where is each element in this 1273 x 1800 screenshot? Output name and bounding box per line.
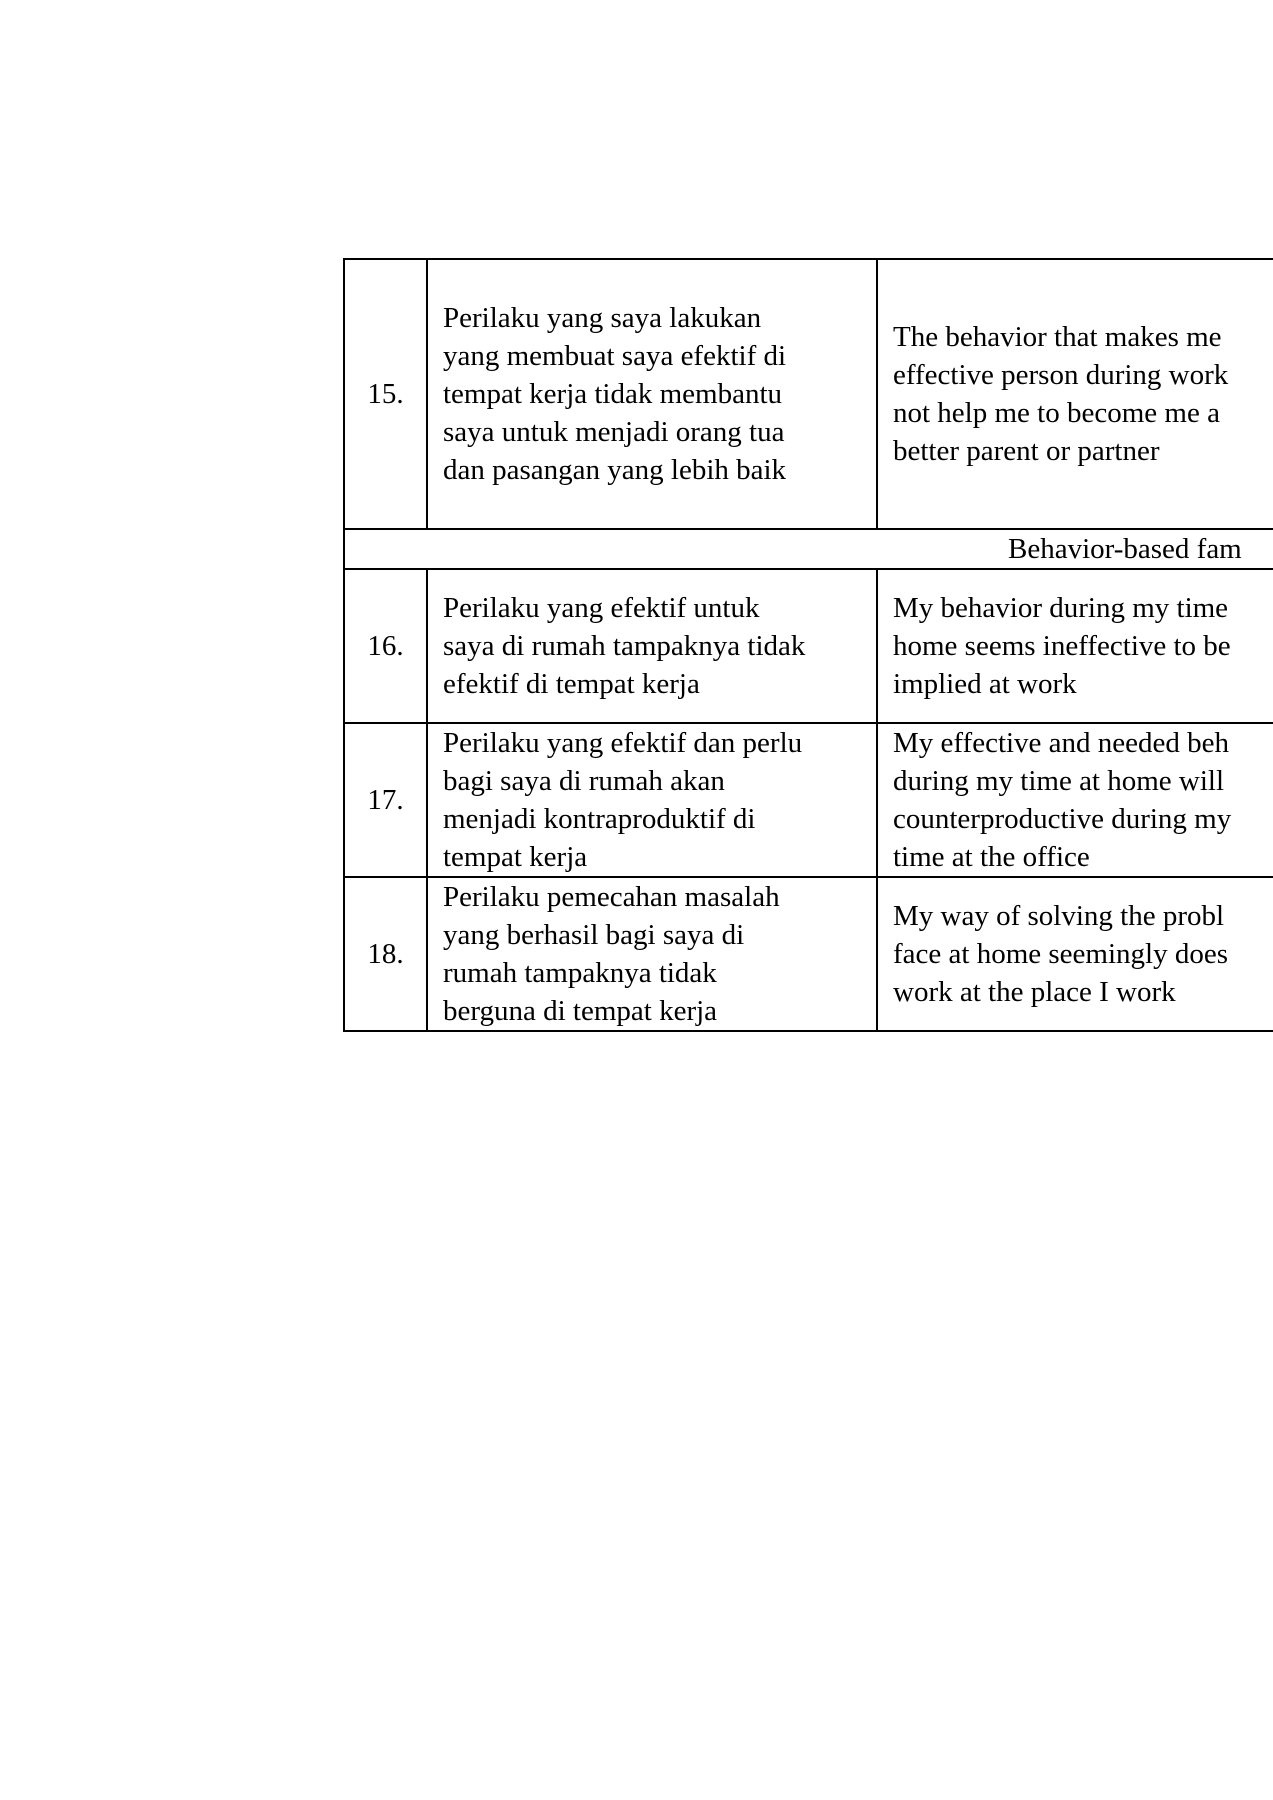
questionnaire-table-container [343,258,1273,1032]
english-statement [877,569,1273,723]
statement-line: tempat kerja [443,841,588,873]
item-number: 16. [344,569,427,723]
statement-line: Perilaku yang saya lakukan [443,302,762,334]
statement-line: counterproductive during my [893,803,1232,835]
statement-line: saya di rumah tampaknya tidak [443,630,806,662]
indonesian-statement [427,723,877,877]
indonesian-statement [427,259,877,529]
section-header: Behavior-based fam [344,529,1273,569]
english-statement [877,259,1273,529]
statement-line: implied at work [893,668,1077,700]
statement-line: tempat kerja tidak membantu [443,378,783,410]
statement-line: Perilaku yang efektif dan perlu [443,727,803,759]
statement-line: home seems ineffective to be [893,630,1231,662]
statement-line: My behavior during my time [893,592,1229,624]
indonesian-statement [427,877,877,1031]
item-number: 17. [344,723,427,877]
statement-line: yang berhasil bagi saya di [443,919,745,951]
questionnaire-table [343,258,1273,1032]
statement-line: efektif di tempat kerja [443,668,700,700]
english-statement [877,723,1273,877]
statement-line: bagi saya di rumah akan [443,765,725,797]
statement-line: My way of solving the probl [893,900,1225,932]
statement-line: saya untuk menjadi orang tua [443,416,785,448]
statement-line: My effective and needed beh [893,727,1230,759]
statement-line: dan pasangan yang lebih baik [443,454,787,486]
item-number: 15. [344,259,427,529]
statement-line: yang membuat saya efektif di [443,340,787,372]
statement-line: not help me to become me a [893,397,1220,429]
statement-line: face at home seemingly does [893,938,1228,970]
section-header-row [344,529,1273,569]
english-statement [877,877,1273,1031]
statement-line: during my time at home will [893,765,1225,797]
statement-line: The behavior that makes me [893,321,1222,353]
statement-line: work at the place I work [893,976,1176,1008]
statement-line: time at the office [893,841,1090,873]
statement-line: better parent or partner [893,435,1160,467]
table-row [344,569,1273,723]
table-row [344,723,1273,877]
table-row [344,259,1273,529]
statement-line: effective person during work [893,359,1229,391]
statement-line: Perilaku yang efektif untuk [443,592,760,624]
statement-line: Perilaku pemecahan masalah [443,881,780,913]
statement-line: rumah tampaknya tidak [443,957,717,989]
item-number: 18. [344,877,427,1031]
statement-line: menjadi kontraproduktif di [443,803,756,835]
table-row [344,877,1273,1031]
indonesian-statement [427,569,877,723]
statement-line: berguna di tempat kerja [443,995,718,1027]
